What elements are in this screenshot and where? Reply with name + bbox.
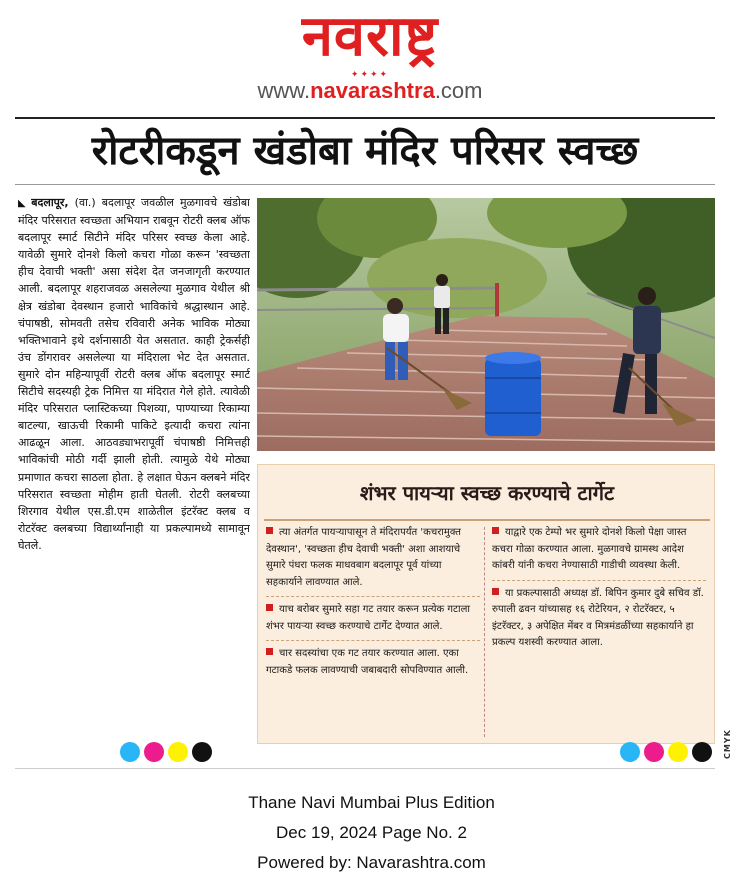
magenta-registration-dot — [644, 742, 664, 762]
bullet-text: त्या अंतर्गत पायऱ्यापासून ते मंदिरापर्यंत 'कचरामुक्त देवस्थान', 'स्वच्छता हीच देवाची भक्ती' अशा आशयाचे सुमारे पंधरा फलक माधवबाग बदलापूर पूर्व यांच्या सहकार्याने लावण्यात आले. — [266, 527, 461, 588]
red-square-bullet-icon — [492, 527, 499, 534]
bullet-divider — [266, 640, 480, 641]
yellow-registration-dot — [168, 742, 188, 762]
masthead — [0, 0, 743, 112]
sidebar-heading: शंभर पायऱ्या स्वच्छ करण्याचे टार्गेट — [359, 481, 615, 505]
sidebar-left-column — [266, 525, 480, 740]
cyan-registration-dot — [620, 742, 640, 762]
railing-top — [257, 288, 497, 290]
red-square-bullet-icon — [266, 648, 273, 655]
bullet-point — [492, 586, 706, 652]
red-square-bullet-icon — [492, 588, 499, 595]
black-registration-dot — [192, 742, 212, 762]
registration-dots-left — [120, 742, 216, 764]
article-dateline: बदलापूर, — [31, 196, 69, 209]
bullet-point — [266, 602, 480, 635]
logo-stars-decoration: ✦✦✦✦ — [350, 70, 390, 80]
url-suffix: .com — [434, 78, 483, 103]
article-agency: (वा.) — [74, 196, 96, 209]
url-prefix: www. — [257, 78, 311, 103]
article-headline: रोटरीकडून खंडोबा मंदिर परिसर स्वच्छ — [91, 128, 639, 174]
masthead-divider — [15, 117, 715, 119]
footer-divider — [15, 768, 715, 769]
headline-divider — [15, 184, 715, 185]
magenta-registration-dot — [144, 742, 164, 762]
blue-drum — [485, 352, 541, 436]
bullet-text: याद्वारे एक टेम्पो भर सुमारे दोनशे किलो पेक्षा जास्त कचरा गोळा करण्यात आला. मुळगावचे ग्रामस्थ आदेश कांबरी यांनी कचरा नेण्यासाठी गाडीची व्यवस्था केली. — [492, 527, 687, 571]
black-registration-dot — [692, 742, 712, 762]
bullet-point — [266, 525, 480, 591]
bullet-text: याच बरोबर सुमारे सहा गट तयार करून प्रत्येक गटाला शंभर पायऱ्या स्वच्छ करण्याचे टार्गेट देण्यात आले. — [266, 604, 470, 632]
column-separator — [484, 527, 485, 737]
bullet-point — [492, 525, 706, 575]
bullet-text: या प्रकल्पासाठी अध्यक्ष डॉ. बिपिन कुमार दुबे सचिव डॉ. रुपाली ढवन यांच्यासह १६ रोटेरियन, २ रोटरॅक्टर, ५ इंटरॅक्टर, ३ अपेक्षित मेंबर व मित्रमंडळींच्या सहकार्याने हा प्रकल्प यशस्वी करण्यात आला. — [492, 587, 704, 648]
edition-date-page: Dec 19, 2024 Page No. 2 — [276, 823, 467, 842]
registration-dots-right — [620, 742, 716, 764]
bullet-point — [266, 646, 480, 679]
temple-cleanup-photo — [257, 198, 715, 451]
bullet-divider — [266, 596, 480, 597]
dateline-marker-icon: ◣ — [18, 198, 29, 209]
article-text: बदलापूर जवळील मुळगावचे खंडोबा मंदिर परिसरात स्वच्छता अभियान राबवून रोटरी क्लब ऑफ बदलापूर स्मार्ट सिटीने मंदिर परिसर स्वच्छ केला आहे. यावेळी सुमारे दोनशे किलो कचरा गोळा करून 'स्वच्छता हीच देवाची भक्ती' असा संदेश देत जनजागृती करण्यात आली. बदलापूर शहराजवळ असलेल्या मुळगाव येथील श्री क्षेत्र खंडोबा देवस्थान हजारो भाविकांचे श्रद्धास्थान आहे. चंपाषष्ठी, सोमवती तसेच रविवारी अनेक भाविक मोठ्या भक्तिभावाने इथे दर्शनासाठी येत असतात. काही ट्रेकर्सही उंच डोंगरावर असलेल्या या मंदिराला भेट देत असतात. सुमारे दोन महिन्यापूर्वी रोटरी क्लब ऑफ बदलापूर स्मार्ट सिटीचे सदस्यही ट्रेक निमित्त या मंदिरात गेले होते. त्यावेळी मंदिर परिसरात प्लास्टिकच्या पिशव्या, पाण्याच्या रिकाम्या बाटल्या, खाऊची रिकामी पाकिटे इत्यादी कचरा त्यांना आढळून आला. आठवड्याभरापूर्वी चंपाषष्ठी निमित्तही भाविकांची मोठी गर्दी झाली होती. त्यामुळे येथे मोठ्या प्रमाणात कचरा साठला होता. हे लक्षात घेऊन क्लबने मंदिर परिसरात स्वच्छता मोहीम हाती घेतली. रोटरी क्लबच्या शिरगाव येथील एस.डी.एम शाळेतील इंटरॅक्ट क्लब व रोटरॅक्ट क्लबच्या विद्यार्थ्यांनाही या प्रकल्पामध्ये सामावून घेतले. — [18, 196, 250, 552]
article-photo — [257, 198, 715, 451]
sidebar-box — [257, 464, 715, 744]
powered-by-link[interactable]: Powered by: Navarashtra.com — [257, 853, 486, 872]
url-brand: navarashtra — [310, 78, 435, 103]
edition-name: Thane Navi Mumbai Plus Edition — [248, 793, 495, 812]
newspaper-url[interactable] — [200, 78, 540, 104]
cmyk-label: CMYK — [723, 729, 732, 759]
sidebar-heading-divider — [264, 519, 710, 521]
sidebar-right-column — [492, 525, 706, 740]
edition-footer — [0, 788, 743, 874]
yellow-registration-dot — [668, 742, 688, 762]
bullet-divider — [492, 580, 706, 581]
cyan-registration-dot — [120, 742, 140, 762]
red-square-bullet-icon — [266, 604, 273, 611]
newspaper-logo: नवराष्ट्र — [301, 4, 439, 69]
bullet-text: चार सदस्यांचा एक गट तयार करण्यात आला. एका गटाकडे फलक लावण्याची जबाबदारी सोपविण्यात आली. — [266, 648, 469, 676]
red-square-bullet-icon — [266, 527, 273, 534]
article-body — [18, 194, 250, 739]
